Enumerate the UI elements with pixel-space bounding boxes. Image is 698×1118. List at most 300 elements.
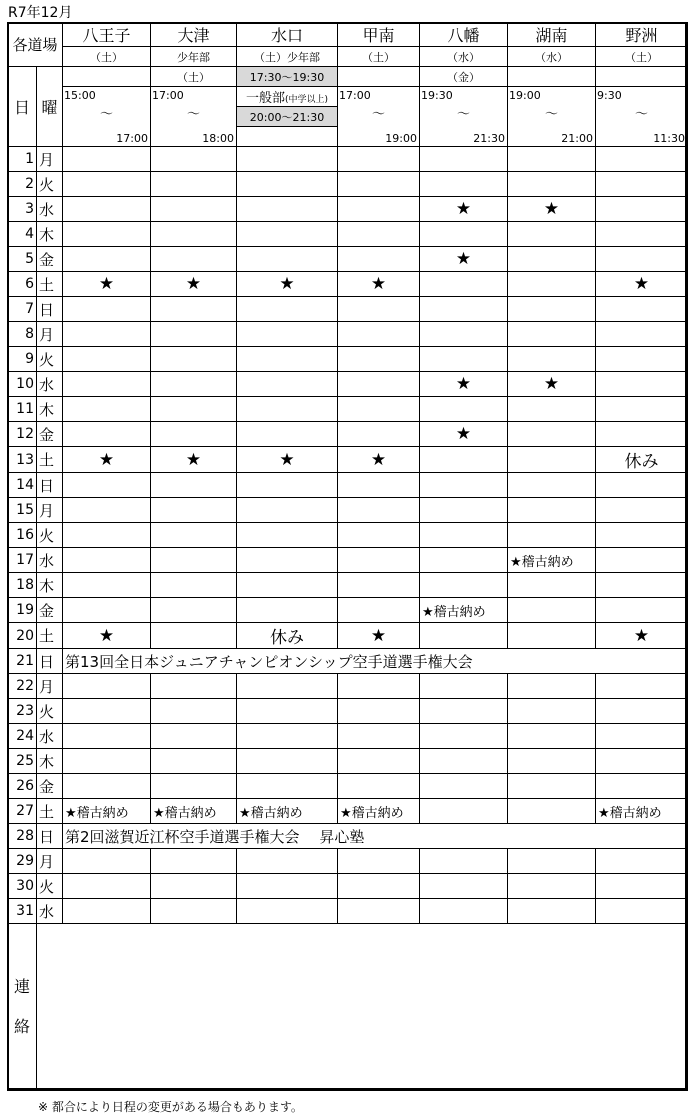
hachioji-cell (63, 422, 151, 447)
day-number: 21 (8, 649, 37, 674)
otsu-cell (151, 422, 237, 447)
konan-koka-cell (338, 548, 420, 573)
minakuchi-cell (237, 347, 338, 372)
konan-cell: ★ (508, 197, 596, 222)
hachiman-tilde: ～ (456, 107, 470, 122)
konan-koka-time (338, 87, 420, 147)
hachioji-cell: ★ (63, 623, 151, 649)
footnote: ※ 都合により日程の変更がある場合もあります。 (38, 1100, 303, 1114)
minakuchi-cell (237, 573, 338, 598)
hachiman-cell (420, 523, 508, 548)
hachioji-cell: ★ (63, 272, 151, 297)
konan-koka-cell (338, 422, 420, 447)
day-number: 31 (8, 899, 37, 924)
day-row (8, 397, 688, 422)
day-of-week: 月 (37, 498, 63, 523)
day-of-week: 水 (37, 372, 63, 397)
hachioji-time (63, 87, 151, 147)
yasu-cell (596, 749, 688, 774)
konan-cell (508, 422, 596, 447)
konan-koka-cell (338, 147, 420, 172)
hachioji-cell (63, 473, 151, 498)
otsu-cell (151, 749, 237, 774)
dow-header-label: 曜 (37, 67, 63, 147)
yasu-tilde: ～ (634, 107, 648, 122)
day-of-week: 金 (37, 774, 63, 799)
day-number: 9 (8, 347, 37, 372)
hachioji-cell (63, 397, 151, 422)
konan-cell: ★稽古納め (508, 548, 596, 573)
yasu-cell (596, 372, 688, 397)
minakuchi-cell (237, 724, 338, 749)
day-number: 23 (8, 699, 37, 724)
minakuchi-cell (237, 774, 338, 799)
yasu-cell (596, 548, 688, 573)
otsu-cell (151, 874, 237, 899)
yasu-cell: ★稽古納め (596, 799, 688, 824)
hachiman-cell (420, 849, 508, 874)
yasu-cell (596, 498, 688, 523)
minakuchi-cell (237, 473, 338, 498)
konan-koka-start-time: 17:00 (339, 89, 371, 102)
hachiman-cell (420, 699, 508, 724)
konan-koka-cell: ★稽古納め (338, 799, 420, 824)
day-number: 1 (8, 147, 37, 172)
yasu-cell (596, 172, 688, 197)
minakuchi-cell (237, 523, 338, 548)
hachioji-cell (63, 347, 151, 372)
konan-koka-cell (338, 674, 420, 699)
konan-koka-cell (338, 172, 420, 197)
hachioji-cell (63, 774, 151, 799)
hachioji-cell (63, 548, 151, 573)
minakuchi-cell: 休み (237, 623, 338, 649)
yasu-cell (596, 523, 688, 548)
minakuchi-cell (237, 548, 338, 573)
konan-koka-cell (338, 222, 420, 247)
konan-cell (508, 623, 596, 649)
day-number: 24 (8, 724, 37, 749)
hachiman-cell (420, 749, 508, 774)
minakuchi-cell (237, 372, 338, 397)
day-row (8, 422, 688, 447)
schedule-table (7, 22, 688, 1091)
day-number: 8 (8, 322, 37, 347)
hachiman-cell: ★ (420, 247, 508, 272)
konan-time (508, 87, 596, 147)
day-row (8, 749, 688, 774)
hachioji-cell (63, 297, 151, 322)
day-of-week: 月 (37, 147, 63, 172)
minakuchi-line4: 20:00～21:30 (237, 107, 338, 127)
hachioji-cell (63, 172, 151, 197)
day-of-week: 火 (37, 347, 63, 372)
hachioji-tilde: ～ (99, 107, 113, 122)
day-row (8, 222, 688, 247)
minakuchi-cell (237, 297, 338, 322)
day-number: 28 (8, 824, 37, 849)
yasu-cell (596, 473, 688, 498)
hachioji-cell (63, 247, 151, 272)
hachioji-start-time: 15:00 (64, 89, 96, 102)
konan-koka-cell (338, 347, 420, 372)
yasu-start-time: 9:30 (597, 89, 622, 102)
yasu-cell (596, 397, 688, 422)
day-of-week: 水 (37, 724, 63, 749)
day-of-week: 土 (37, 272, 63, 297)
minakuchi-cell: ★ (237, 447, 338, 473)
yasu-cell (596, 724, 688, 749)
hachiman-cell (420, 623, 508, 649)
konan-cell (508, 849, 596, 874)
day-row (8, 372, 688, 397)
konan-koka-cell (338, 899, 420, 924)
hachioji-cell (63, 674, 151, 699)
minakuchi-cell: ★ (237, 272, 338, 297)
yasu-cell (596, 874, 688, 899)
minakuchi-cell (237, 674, 338, 699)
konan-koka-cell (338, 322, 420, 347)
day-of-week: 日 (37, 824, 63, 849)
konan-koka-cell (338, 774, 420, 799)
konan-cell (508, 473, 596, 498)
yasu-time (596, 87, 688, 147)
otsu-cell (151, 322, 237, 347)
day-number: 17 (8, 548, 37, 573)
dojo-name-hachioji: 八王子 (63, 23, 151, 47)
day-of-week: 水 (37, 197, 63, 222)
day-number: 11 (8, 397, 37, 422)
minakuchi-cell (237, 422, 338, 447)
otsu-line1: 少年部 (151, 47, 237, 67)
konan-koka-cell (338, 699, 420, 724)
konan-koka-end-time: 19:00 (385, 132, 417, 145)
yasu-cell (596, 222, 688, 247)
day-number: 4 (8, 222, 37, 247)
otsu-cell (151, 222, 237, 247)
day-row (8, 724, 688, 749)
konan-cell (508, 598, 596, 623)
day-row (8, 824, 688, 849)
otsu-cell (151, 523, 237, 548)
konan-koka-cell (338, 749, 420, 774)
day-number: 3 (8, 197, 37, 222)
minakuchi-general-label: 一般部 (245, 91, 285, 106)
minakuchi-cell (237, 699, 338, 724)
day-number: 26 (8, 774, 37, 799)
day-of-week: 火 (37, 874, 63, 899)
konan-cell (508, 272, 596, 297)
hachiman-cell: ★ (420, 197, 508, 222)
day-header-label: 日 (8, 67, 37, 147)
konan-cell (508, 222, 596, 247)
hachiman-end-time: 21:30 (473, 132, 505, 145)
notes-row (8, 924, 688, 1091)
otsu-cell (151, 573, 237, 598)
notes-label (8, 924, 37, 1091)
day-row (8, 799, 688, 824)
notes-area (37, 924, 688, 1091)
otsu-cell (151, 197, 237, 222)
konan-cell (508, 573, 596, 598)
hachioji-cell (63, 874, 151, 899)
dojo-name-konan: 湖南 (508, 23, 596, 47)
otsu-cell (151, 397, 237, 422)
hachiman-cell (420, 799, 508, 824)
yasu-cell (596, 322, 688, 347)
konan-cell (508, 322, 596, 347)
hachioji-day: （土） (63, 47, 151, 67)
konan-cell (508, 799, 596, 824)
hachiman-cell (420, 397, 508, 422)
day-row (8, 548, 688, 573)
day-number: 7 (8, 297, 37, 322)
yasu-cell: ★ (596, 272, 688, 297)
konan-cell (508, 523, 596, 548)
dojo-name-yasu: 野洲 (596, 23, 688, 47)
minakuchi-general-note: (中学以上) (284, 95, 329, 105)
day-of-week: 日 (37, 297, 63, 322)
day-row (8, 447, 688, 473)
konan-koka-cell (338, 874, 420, 899)
hachioji-cell: ★ (63, 447, 151, 473)
hachioji-cell (63, 699, 151, 724)
konan-cell (508, 447, 596, 473)
hachioji-cell (63, 322, 151, 347)
hachiman-cell (420, 447, 508, 473)
day-row (8, 899, 688, 924)
yasu-cell (596, 699, 688, 724)
day-of-week: 木 (37, 222, 63, 247)
konan-koka-cell (338, 473, 420, 498)
minakuchi-cell (237, 899, 338, 924)
minakuchi-cell (237, 849, 338, 874)
yasu-cell (596, 674, 688, 699)
dojo-name-konan-koka: 甲南 (338, 23, 420, 47)
hachioji-cell (63, 498, 151, 523)
konan-cell (508, 674, 596, 699)
day-number: 10 (8, 372, 37, 397)
day-row (8, 297, 688, 322)
otsu-start-time: 17:00 (152, 89, 184, 102)
hachioji-cell (63, 598, 151, 623)
day-of-week: 月 (37, 674, 63, 699)
yasu-cell (596, 849, 688, 874)
hachiman-cell (420, 874, 508, 899)
otsu-cell: ★ (151, 272, 237, 297)
day-row (8, 147, 688, 172)
konan-tilde: ～ (544, 107, 558, 122)
day-of-week: 木 (37, 573, 63, 598)
minakuchi-cell (237, 322, 338, 347)
konan-cell (508, 147, 596, 172)
otsu-cell (151, 473, 237, 498)
hachiman-cell (420, 322, 508, 347)
minakuchi-line1: （土）少年部 (237, 47, 338, 67)
hachioji-cell (63, 749, 151, 774)
konan-koka-cell: ★ (338, 623, 420, 649)
day-row (8, 674, 688, 699)
otsu-cell (151, 498, 237, 523)
page-title: R7年12月 (8, 5, 73, 21)
day-row (8, 774, 688, 799)
hachiman-cell (420, 548, 508, 573)
day-number: 27 (8, 799, 37, 824)
konan-end-time: 21:00 (561, 132, 593, 145)
day-of-week: 火 (37, 523, 63, 548)
konan-koka-tilde: ～ (371, 107, 385, 122)
day-number: 20 (8, 623, 37, 649)
day-number: 22 (8, 674, 37, 699)
day-number: 15 (8, 498, 37, 523)
konan-cell (508, 724, 596, 749)
minakuchi-cell (237, 498, 338, 523)
day-of-week: 日 (37, 473, 63, 498)
notes-label-char: 絡 (13, 1017, 30, 1036)
otsu-cell (151, 147, 237, 172)
day-of-week: 金 (37, 422, 63, 447)
day-row (8, 649, 688, 674)
event-banner: 第13回全日本ジュニアチャンピオンシップ空手道選手権大会 (63, 649, 688, 674)
konan-koka-cell (338, 724, 420, 749)
hachiman-cell (420, 674, 508, 699)
day-of-week: 日 (37, 649, 63, 674)
dojo-name-otsu: 大津 (151, 23, 237, 47)
day-number: 29 (8, 849, 37, 874)
konan-koka-cell (338, 598, 420, 623)
konan-koka-cell (338, 523, 420, 548)
otsu-cell (151, 699, 237, 724)
hachiman-cell (420, 724, 508, 749)
otsu-cell (151, 347, 237, 372)
day-row (8, 247, 688, 272)
day-row (8, 172, 688, 197)
hachiman-cell: ★ (420, 372, 508, 397)
konan-cell (508, 347, 596, 372)
dojo-name-minakuchi: 水口 (237, 23, 338, 47)
hachiman-start-time: 19:30 (421, 89, 453, 102)
day-number: 2 (8, 172, 37, 197)
day-of-week: 火 (37, 172, 63, 197)
hachiman-time (420, 87, 508, 147)
day-number: 6 (8, 272, 37, 297)
day-number: 19 (8, 598, 37, 623)
otsu-cell (151, 548, 237, 573)
yasu-cell: 休み (596, 447, 688, 473)
otsu-end-time: 18:00 (202, 132, 234, 145)
otsu-time (151, 87, 237, 147)
day-number: 18 (8, 573, 37, 598)
konan-koka-cell (338, 573, 420, 598)
hachiman-cell (420, 297, 508, 322)
day-number: 14 (8, 473, 37, 498)
konan-cell (508, 397, 596, 422)
day-of-week: 火 (37, 699, 63, 724)
konan-cell (508, 172, 596, 197)
dojo-name-hachiman: 八幡 (420, 23, 508, 47)
hachioji-cell (63, 724, 151, 749)
konan-cell (508, 247, 596, 272)
yasu-cell (596, 899, 688, 924)
day-number: 12 (8, 422, 37, 447)
konan-cell: ★ (508, 372, 596, 397)
hachioji-cell (63, 197, 151, 222)
yasu-cell (596, 297, 688, 322)
yasu-cell (596, 147, 688, 172)
day-of-week: 木 (37, 749, 63, 774)
yasu-cell (596, 422, 688, 447)
yasu-cell (596, 598, 688, 623)
notes-label-char: 連 (13, 977, 30, 996)
minakuchi-cell (237, 222, 338, 247)
minakuchi-cell (237, 598, 338, 623)
day-row (8, 849, 688, 874)
yasu-day: （土） (596, 47, 688, 67)
konan-cell (508, 774, 596, 799)
hachiman-cell (420, 272, 508, 297)
day-number: 30 (8, 874, 37, 899)
hachiman-cell (420, 147, 508, 172)
konan-koka-cell: ★ (338, 272, 420, 297)
hachiman-cell (420, 498, 508, 523)
day-row (8, 272, 688, 297)
day-of-week: 月 (37, 322, 63, 347)
otsu-line2: （土） (151, 67, 237, 87)
day-row (8, 874, 688, 899)
day-number: 5 (8, 247, 37, 272)
konan-cell (508, 498, 596, 523)
otsu-tilde: ～ (186, 107, 200, 122)
konan-day: （水） (508, 47, 596, 67)
day-of-week: 月 (37, 849, 63, 874)
hachioji-cell (63, 849, 151, 874)
otsu-cell: ★ (151, 447, 237, 473)
day-row (8, 523, 688, 548)
day-of-week: 金 (37, 247, 63, 272)
otsu-cell (151, 674, 237, 699)
minakuchi-cell (237, 397, 338, 422)
hachiman-cell: ★稽古納め (420, 598, 508, 623)
hachiman-cell (420, 473, 508, 498)
dojo-header-label: 各道場 (8, 23, 63, 67)
otsu-cell (151, 899, 237, 924)
otsu-cell: ★稽古納め (151, 799, 237, 824)
konan-koka-cell: ★ (338, 447, 420, 473)
day-of-week: 土 (37, 623, 63, 649)
day-number: 16 (8, 523, 37, 548)
konan-cell (508, 899, 596, 924)
otsu-cell (151, 849, 237, 874)
day-of-week: 水 (37, 899, 63, 924)
otsu-cell (151, 247, 237, 272)
hachioji-cell (63, 147, 151, 172)
day-of-week: 木 (37, 397, 63, 422)
konan-cell (508, 297, 596, 322)
konan-koka-day: （土） (338, 47, 420, 67)
minakuchi-line3 (237, 87, 338, 107)
hachiman-cell (420, 774, 508, 799)
hachiman-cell (420, 347, 508, 372)
hachiman-cell: ★ (420, 422, 508, 447)
otsu-cell (151, 172, 237, 197)
day-of-week: 土 (37, 447, 63, 473)
minakuchi-line2: 17:30～19:30 (237, 67, 338, 87)
konan-cell (508, 749, 596, 774)
day-of-week: 土 (37, 799, 63, 824)
day-number: 25 (8, 749, 37, 774)
minakuchi-cell (237, 247, 338, 272)
day-row (8, 573, 688, 598)
